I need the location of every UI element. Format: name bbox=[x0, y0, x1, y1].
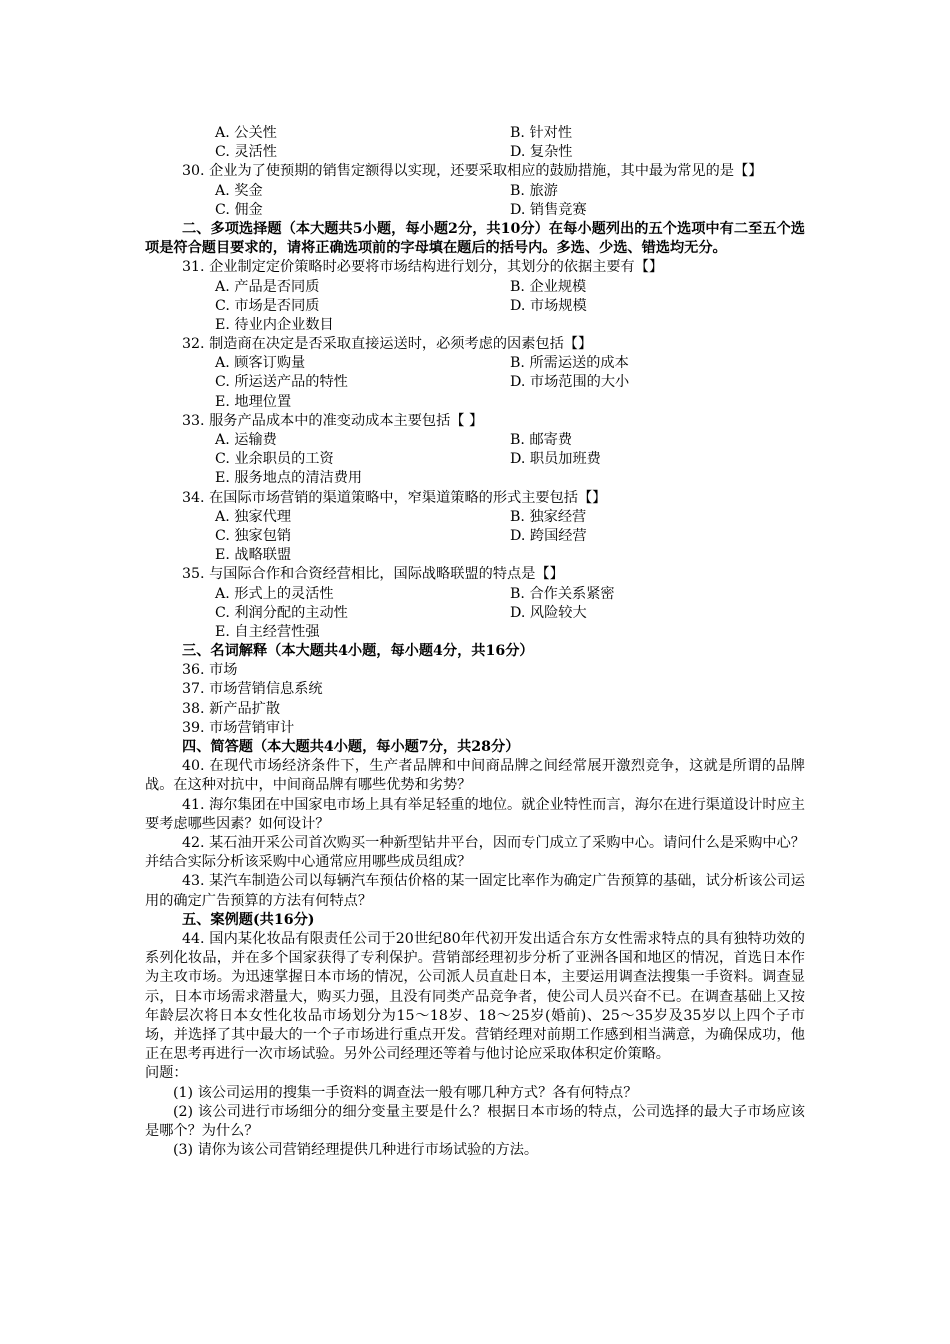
q29-option-c: C. 灵活性 bbox=[215, 144, 277, 161]
q29-option-a: A. 公关性 bbox=[215, 125, 277, 141]
q31-option-d: D. 市场规模 bbox=[510, 297, 587, 314]
case-question-3: (3) 请你为该公司营销经理提供几种进行市场试验的方法。 bbox=[173, 1142, 539, 1159]
q30-text: 30. 企业为了使预期的销售定额得以实现，还要采取相应的鼓励措施，其中最为常见的是【】 bbox=[182, 163, 763, 180]
question-41: 41. 海尔集团在中国家电市场上具有举足轻重的地位。就企业特性而言，海尔在进行渠道设计时应主要考虑哪些因素？如何设计？ bbox=[145, 796, 805, 832]
q34-option-d: D. 跨国经营 bbox=[510, 527, 587, 544]
q35-option-e: E. 自主经营性强 bbox=[215, 623, 320, 640]
q30-option-a: A. 奖金 bbox=[215, 182, 263, 199]
q34-option-b: B. 独家经营 bbox=[510, 508, 587, 525]
exam-page bbox=[145, 124, 805, 1160]
q34-options-row-1 bbox=[145, 508, 805, 527]
question-31 bbox=[145, 258, 805, 335]
case-question-2: (2) 该公司进行市场细分的细分变量主要是什么？根据日本市场的特点，公司选择的最大子市场应该是哪个？为什么？ bbox=[145, 1103, 805, 1140]
q32-options-row-2 bbox=[145, 373, 805, 392]
q31-option-a: A. 产品是否同质 bbox=[215, 278, 320, 295]
q34-options-row-2 bbox=[145, 527, 805, 546]
case-questions-label: 问题： bbox=[145, 1065, 188, 1082]
q30-options-row-1 bbox=[145, 182, 805, 201]
q29-option-b: B. 针对性 bbox=[510, 125, 573, 141]
q31-option-c: C. 市场是否同质 bbox=[215, 297, 320, 314]
case-question-1: (1) 该公司运用的搜集一手资料的调查法一般有哪几种方式？各有何特点？ bbox=[173, 1084, 638, 1101]
q31-option-e: E. 待业内企业数目 bbox=[215, 316, 334, 333]
q33-option-b: B. 邮寄费 bbox=[510, 432, 573, 449]
section2-heading: 二、多项选择题（本大题共5小题，每小题2分，共10分）在每小题列出的五个选项中有二至五个选项是符合题目要求的，请将正确选项前的字母填在题后的括号内。多选、少选、错选均无分。 bbox=[145, 220, 805, 257]
q33-option-e: E. 服务地点的清洁费用 bbox=[215, 470, 363, 487]
question-32 bbox=[145, 335, 805, 412]
question-40: 40. 在现代市场经济条件下，生产者品牌和中间商品牌之间经常展开激烈竞争，这就是所谓的品牌战。在这种对抗中，中间商品牌有哪些优势和劣势？ bbox=[145, 758, 805, 794]
q34-option-c: C. 独家包销 bbox=[215, 527, 292, 544]
q35-option-b: B. 合作关系紧密 bbox=[510, 585, 615, 602]
q31-options-row-1 bbox=[145, 278, 805, 297]
question-43: 43. 某汽车制造公司以每辆汽车预估价格的某一固定比率作为确定广告预算的基础，试分析该公司运用的确定广告预算的方法有何特点？ bbox=[145, 873, 805, 909]
q33-option-d: D. 职员加班费 bbox=[510, 451, 601, 468]
q33-options-row-1 bbox=[145, 431, 805, 450]
question-34 bbox=[145, 489, 805, 566]
q32-text: 32. 制造商在决定是否采取直接运送时，必须考虑的因素包括【】 bbox=[182, 336, 593, 353]
q35-options-row-2 bbox=[145, 604, 805, 623]
q33-option-c: C. 业余职员的工资 bbox=[215, 451, 334, 468]
q31-options-row-2 bbox=[145, 297, 805, 316]
q30-option-c: C. 佣金 bbox=[215, 201, 263, 218]
q29-option-d: D. 复杂性 bbox=[510, 144, 573, 161]
q34-option-e: E. 战略联盟 bbox=[215, 547, 292, 564]
q32-options-row-1 bbox=[145, 354, 805, 373]
q35-options-row-1 bbox=[145, 585, 805, 604]
q32-option-c: C. 所运送产品的特性 bbox=[215, 374, 348, 391]
term-36: 36. 市场 bbox=[182, 662, 238, 679]
section3-heading: 三、名词解释（本大题共4小题，每小题4分，共16分） bbox=[182, 643, 534, 660]
q29-options-row-2 bbox=[145, 143, 805, 162]
q35-text: 35. 与国际合作和合资经营相比，国际战略联盟的特点是【】 bbox=[182, 566, 564, 583]
q32-option-b: B. 所需运送的成本 bbox=[510, 355, 629, 372]
q30-option-b: B. 旅游 bbox=[510, 182, 558, 199]
q32-option-e: E. 地理位置 bbox=[215, 393, 292, 410]
case-44-text: 44. 国内某化妆品有限责任公司于20世纪80年代初开发出适合东方女性需求特点的具有独特功效的系列化妆品，并在多个国家获得了专利保护。营销部经理初步分析了亚洲各国和地区的情况，首选日本作为主攻市场。为迅速掌握日本市场的情况，公司派人员直赴日本，主要运用调查法搜集一手资料。调查显示，日本市场需求潜量大，购买力强，且没有同类产品竞争者，使公司人员兴奋不已。在调查基础上又按年龄层次将日本女性化妆品市场划分为15～18岁、18～25岁(婚前)、25～35岁及35岁以上四个子市场，并选择了其中最大的一个子市场进行重点开发。营销经理对前期工作感到相当满意，为确保成功，他正在思考再进行一次市场试验。另外公司经理还等着与他讨论应采取体积定价策略。 bbox=[145, 931, 805, 1063]
q35-option-d: D. 风险较大 bbox=[510, 604, 587, 621]
section5-heading: 五、案例题(共16分) bbox=[182, 911, 315, 928]
q31-text: 31. 企业制定定价策略时必要将市场结构进行划分，其划分的依据主要有【】 bbox=[182, 259, 664, 276]
q33-options-row-2 bbox=[145, 450, 805, 469]
q34-text: 34. 在国际市场营销的渠道策略中，窄渠道策略的形式主要包括【】 bbox=[182, 489, 607, 506]
question-42: 42. 某石油开采公司首次购买一种新型钻井平台，因而专门成立了采购中心。请问什么是采购中心？并结合实际分析该采购中心通常应用哪些成员组成？ bbox=[145, 835, 805, 871]
q35-option-c: C. 利润分配的主动性 bbox=[215, 604, 348, 621]
section4-heading: 四、简答题（本大题共4小题，每小题7分，共28分） bbox=[182, 739, 520, 756]
term-38: 38. 新产品扩散 bbox=[182, 700, 281, 717]
question-33 bbox=[145, 412, 805, 489]
q33-text: 33. 服务产品成本中的准变动成本主要包括【 】 bbox=[182, 412, 484, 429]
term-39: 39. 市场营销审计 bbox=[182, 719, 295, 736]
q31-option-b: B. 企业规模 bbox=[510, 278, 587, 295]
q32-option-a: A. 顾客订购量 bbox=[215, 355, 306, 372]
q30-option-d: D. 销售竞赛 bbox=[510, 201, 587, 218]
question-35 bbox=[145, 565, 805, 642]
q34-option-a: A. 独家代理 bbox=[215, 508, 292, 525]
q29-options-row-1 bbox=[145, 124, 805, 143]
term-37: 37. 市场营销信息系统 bbox=[182, 681, 323, 698]
q33-option-a: A. 运输费 bbox=[215, 432, 277, 449]
q32-option-d: D. 市场范围的大小 bbox=[510, 374, 630, 391]
q35-option-a: A. 形式上的灵活性 bbox=[215, 585, 334, 602]
q30-options-row-2 bbox=[145, 201, 805, 220]
